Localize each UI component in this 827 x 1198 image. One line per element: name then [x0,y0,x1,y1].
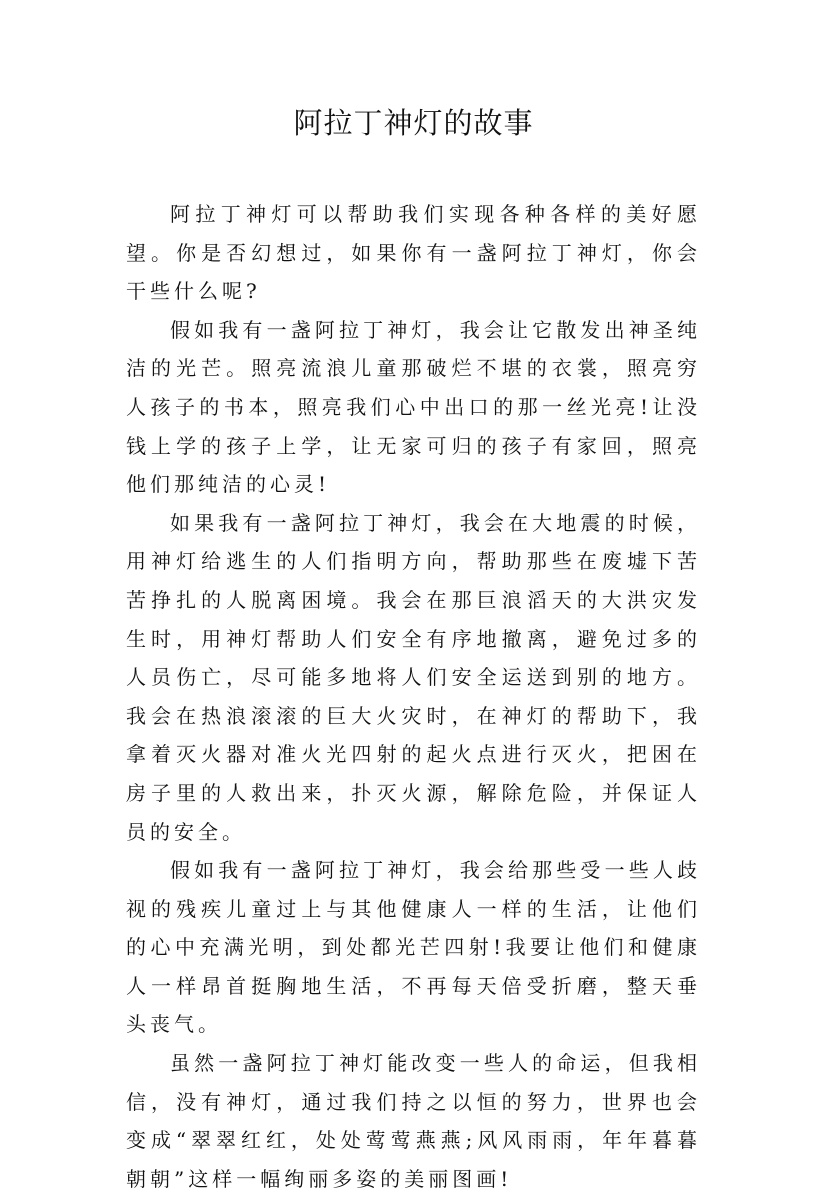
paragraph: 阿拉丁神灯可以帮助我们实现各种各样的美好愿望。你是否幻想过，如果你有一盏阿拉丁神灯，你会干些什么呢? [126,202,701,304]
paragraph: 假如我有一盏阿拉丁神灯，我会让它散发出神圣纯洁的光芒。照亮流浪儿童那破烂不堪的衣裳，照亮穷人孩子的书本，照亮我们心中出口的那一丝光亮!让没钱上学的孩子上学，让无家可归的孩子有家回，照亮他们那纯洁的心灵! [126,317,701,497]
paragraph: 如果我有一盏阿拉丁神灯，我会在大地震的时候，用神灯给逃生的人们指明方向，帮助那些在废墟下苦苦挣扎的人脱离困境。我会在那巨浪滔天的大洪灾发生时，用神灯帮助人们安全有序地撤离，避免过多的人员伤亡，尽可能多地将人们安全运送到别的地方。我会在热浪滚滚的巨大火灾时，在神灯的帮助下，我拿着灭火器对准火光四射的起火点进行灭火，把困在房子里的人救出来，扑灭火源，解除危险，并保证人员的安全。 [126,510,701,844]
document-body [126,195,701,1198]
document-title: 阿拉丁神灯的故事 [293,106,534,140]
paragraph: 虽然一盏阿拉丁神灯能改变一些人的命运，但我相信，没有神灯，通过我们持之以恒的努力，世界也会变成“翠翠红红，处处莺莺燕燕;风风雨雨，年年暮暮朝朝”这样一幅绚丽多姿的美丽图画! [126,1051,701,1191]
paragraph: 假如我有一盏阿拉丁神灯，我会给那些受一些人歧视的残疾儿童过上与其他健康人一样的生活，让他们的心中充满光明，到处都光芒四射!我要让他们和健康人一样昂首挺胸地生活，不再每天倍受折磨，整天垂头丧气。 [126,858,701,1037]
